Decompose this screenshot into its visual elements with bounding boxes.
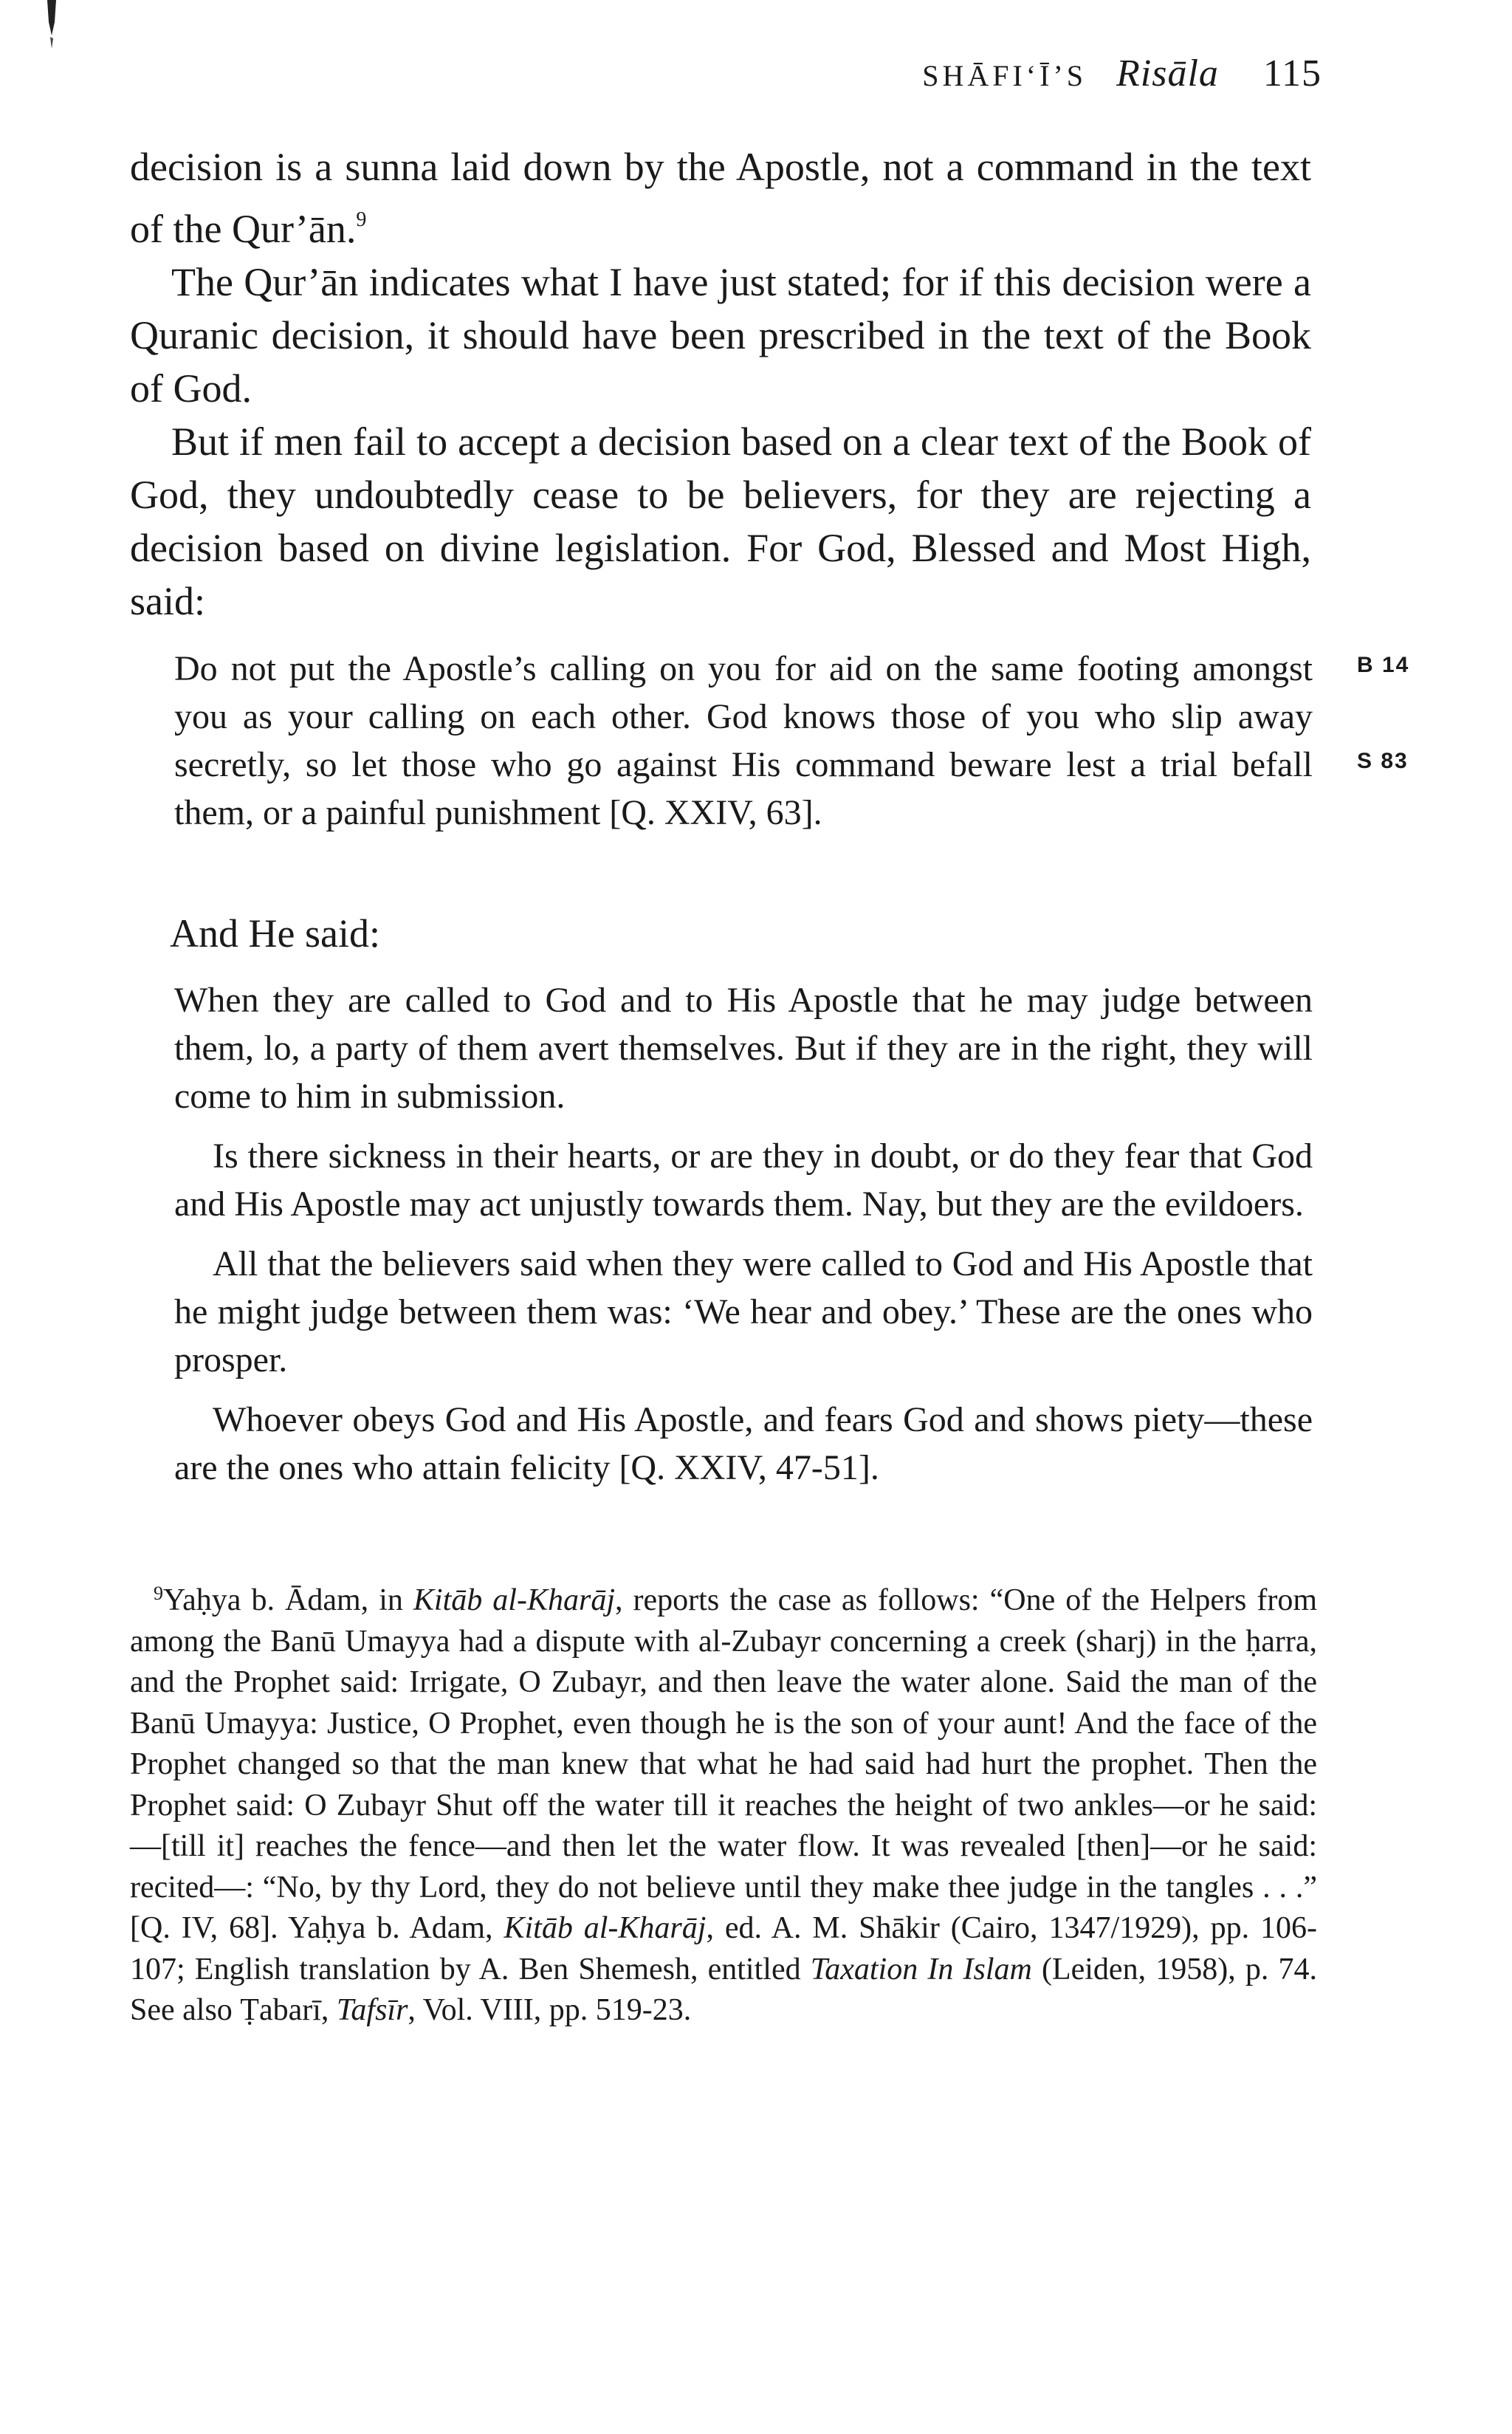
quote-2-para-2: Is there sickness in their hearts, or are they in doubt, or do they fear that God and His Apostle may act unjustly towards them. Nay, but they are the evildoers. — [174, 1137, 1313, 1224]
quote-2-para-1: When they are called to God and to His Apostle that he may judge between them, lo, a party of them avert themselves. But if they are in the right, they will come to him in submission. — [174, 981, 1313, 1116]
running-header — [790, 52, 1322, 111]
footnote-work-title-3: Taxation In Islam — [810, 1952, 1032, 1986]
corner-scan-mark-icon — [41, 0, 61, 59]
footnote-work-title-1: Kitāb al-Kharāj — [413, 1583, 615, 1617]
paragraph-1 — [130, 140, 1311, 256]
footnote-mark: 9 — [154, 1583, 163, 1604]
quote-2-para-4: Whoever obeys God and His Apostle, and fears God and shows piety—these are the ones who attain felicity [Q. XXIV, 47-51]. — [174, 1400, 1313, 1487]
page-number: 115 — [1262, 52, 1322, 95]
footnote-ref-9[interactable]: 9 — [356, 208, 367, 231]
body-text — [130, 140, 1311, 628]
paragraph-3: But if men fail to accept a decision based on a clear text of the Book of God, they undoubtedly cease to be believers, for they are rejecting a decision based on divine legislation. For God, Blessed and Most High, said: — [130, 419, 1311, 623]
footnote-work-title-4: Tafsīr — [336, 1993, 408, 2027]
quote-2-para-3: All that the believers said when they were called to God and His Apostle that he might judge between them was: ‘We hear and obey.’ These are the ones who prosper. — [174, 1244, 1313, 1379]
header-author: SHĀFI‘Ī’S — [922, 59, 1087, 92]
footnote-9 — [130, 1573, 1317, 2032]
footnote-text: $^9$Yaḥya b. Ādam, in Kitāb al-Kharāj, reports the case as follows: “One of the Helpers from among the Banū Umayya had a dispute with al-Zubayr concerning a creek (sharj) in the ḥarra, and the Prophet said: Irrigate, O Zubayr, and then leave the water alone. Said the man of the Banū Umayya: Justice, O Prophet, even though he is the son of your aunt! And the face of the Prophet changed so that the man knew that what he had said had hurt the prophet. Then the Prophet said: O Zubayr Shut off the water till it reaches the height of two ankles—or he said: —[till it] reaches the fence—and then let the water flow. It was revealed [then]—or he said: recited—: “No, by thy Lord, they do not believe until they make thee judge in the tangles . . .” [Q. IV, 68]. Yaḥya b. Adam, Kitāb al-Kharāj, ed. A. M. Shākir (Cairo, 1347/1929), pp. 106-107; English translation by A. Ben Shemesh, entitled Taxation In Islam (Leiden, 1958), p. 74. See also Ṭabarī, Tafsīr, Vol. VIII, pp. 519-23. — [130, 1583, 1317, 2027]
paragraph-1-text: decision is a sunna laid down by the Apostle, not a command in the text of the Qur’ān. — [130, 145, 1311, 251]
margin-ref-b: B 14 — [1357, 653, 1410, 677]
paragraph-2: The Qur’ān indicates what I have just stated; for if this decision were a Quranic decision, it should have been prescribed in the text of the Book of God. — [130, 260, 1311, 411]
footnote-work-title-2: Kitāb al-Kharāj — [504, 1911, 707, 1945]
quote-1-text: Do not put the Apostle’s calling on you for aid on the same footing amongst you as your calling on each other. God knows those of you who slip away secretly, so let those who go against His command beware lest a trial befall them, or a painful punishment [Q. XXIV, 63]. — [174, 649, 1313, 832]
quote-block-2 — [174, 976, 1313, 1504]
margin-ref-s: S 83 — [1357, 749, 1409, 773]
header-title: Risāla — [1116, 52, 1219, 95]
and-he-said: And He said: — [170, 911, 380, 956]
quote-block-1 — [174, 645, 1313, 849]
